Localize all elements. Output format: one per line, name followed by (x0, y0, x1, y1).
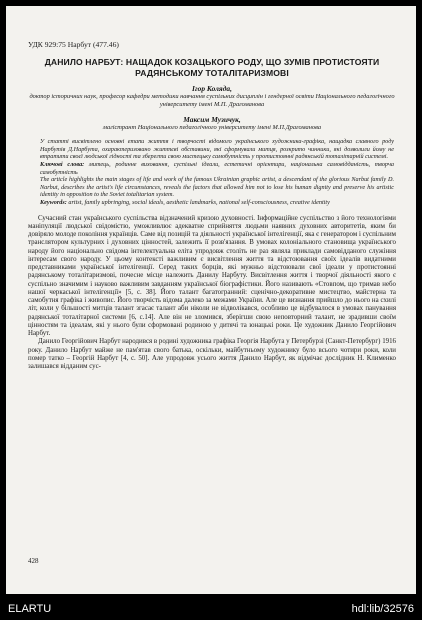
abstract-en: The article highlights the main stages of life and work of the famous Ukrainian graphic artist, a descendant of the glorious Narbut family D. Narbut, describes the artist's life circumstances, reveals the factors that allowed him not to lose his human dignity and preserve his artistic identity in opposition to the Soviet totalitarian system. (40, 176, 394, 199)
body-paragraph: Данило Георгійович Нарбут народився в родині художника графіка Георгія Нарбута у Петербурзі (Санкт-Петербург) 1916 року. Данило Нарбут майже не пам'ятав свого батька, оскільки, майбутньому художнику було всього чотири роки, коли помер татко – Георгій Нарбут [4, с. 50]. Але упродовж усього життя Данило Нарбут, як відмічає дослідник Н. Клименко залишався відданим сус- (28, 338, 396, 371)
abstract-block (28, 138, 396, 206)
keywords-en-label: Keywords: (40, 198, 67, 206)
paper-page (6, 6, 416, 594)
keywords-ua (40, 161, 394, 176)
repository-name: ELARTU (8, 603, 52, 615)
keywords-en (40, 199, 394, 207)
author-name-2: Максим Музичук, (183, 115, 241, 125)
abstract-ua: У статті висвітлено основні етапи життя і творчості відомого українського художника-графіка, нащадка славного роду Нарбутів Д.Нарбута, охарактеризовано життєві обставини, які сформували митця, розкрито чинники, які дозволили йому не втратити своєї людської гідності та зберегти свою мистецьку самобутність у протистоянні радянській тоталітарній системі. (40, 138, 394, 161)
handle-link[interactable]: hdl:lib/32576 (351, 603, 414, 615)
page-number: 428 (28, 557, 39, 565)
footer-bar (0, 600, 422, 620)
udk-code: УДК 929:75 Нарбут (477.46) (28, 40, 119, 49)
article-body (28, 215, 396, 372)
article-title: ДАНИЛО НАРБУТ: НАЩАДОК КОЗАЦЬКОГО РОДУ, ЩО ЗУМІВ ПРОТИСТОЯТИ РАДЯНСЬКОМУ ТОТАЛІТАРИЗМОВІ (44, 57, 380, 78)
keywords-ua-label: Ключові слова: (40, 160, 85, 168)
author-name-1: Ігор Коляда, (192, 84, 232, 94)
author-affiliation-1: доктор історичних наук, професор кафедри методики навчання суспільних дисциплін і гендерної освіти Національного педагогічного університету імені М.П. Драгоманова (29, 93, 395, 109)
author-affiliation-2: магістрант Національного педагогічного університету імені М.П.Драгоманова (102, 124, 322, 132)
keywords-en-text: artist, family upbringing, social ideals, aesthetic landmarks, national self-consciousness, creative identity (66, 198, 330, 206)
body-paragraph: Сучасний стан українського суспільства відзначений кризою духовності. Інформаційне суспільство з його технологіями маніпуляції людської свідомістю, уможливлює адекватне сприйняття людьми наявних духовних авторитетів, яким би довіряло молоде покоління українців. Саме від позицій та діяльності української інтелігенції, яка є генератором і суспільним транслятором культурних і духовних цінностей, залежить її розв'язання. В умовах колоніального становища українського народу його національно свідома інтелектуальна еліта упродовж століть не раз являла приклади самовідданого служіння інтересам свого народу. У цьому контексті важливим є висвітлення життя та відстоювання своїх ідеалів видатними представниками української інтелігенції. Серед таких борців, які мужньо відстоювали свої ідеали у протистоянні радянському тоталітаризмові, почесне місце належить Данилу Нарбуту. Висвітлення життя і творчої діяльності якого є суспільно значимим і науково важливим завданням української біографістики. Його називають «Стовпом, що тримав небо нашої черкаської інтелігенції» [5, с. 38]. Його талант багатогранний: сценічно-декоративне мистецтво, майстерна та самобутня графіка і живопис. Його творчість відома далеко за межами України. Але це визнання прийшло до нього на схилі літ, коли у більшості митців талант згасає талант аби ніколи не відволікався, особливо це відбувалося в умовах панування радянської тоталітарної системи [6, с.14]. Але він не зломився, зберігши свою неповторний талант, не зрадивши своїм цінностям та ідеалам, які у нього були сформовані родиною у дитячі та юнацькі роки. Це художник Данило Георгійович Нарбут. (28, 214, 396, 338)
keywords-ua-text: митець, родинне виховання, суспільні ідеали, естетичні орієнтири, національна самовідданість, творча самобутність (40, 160, 394, 176)
